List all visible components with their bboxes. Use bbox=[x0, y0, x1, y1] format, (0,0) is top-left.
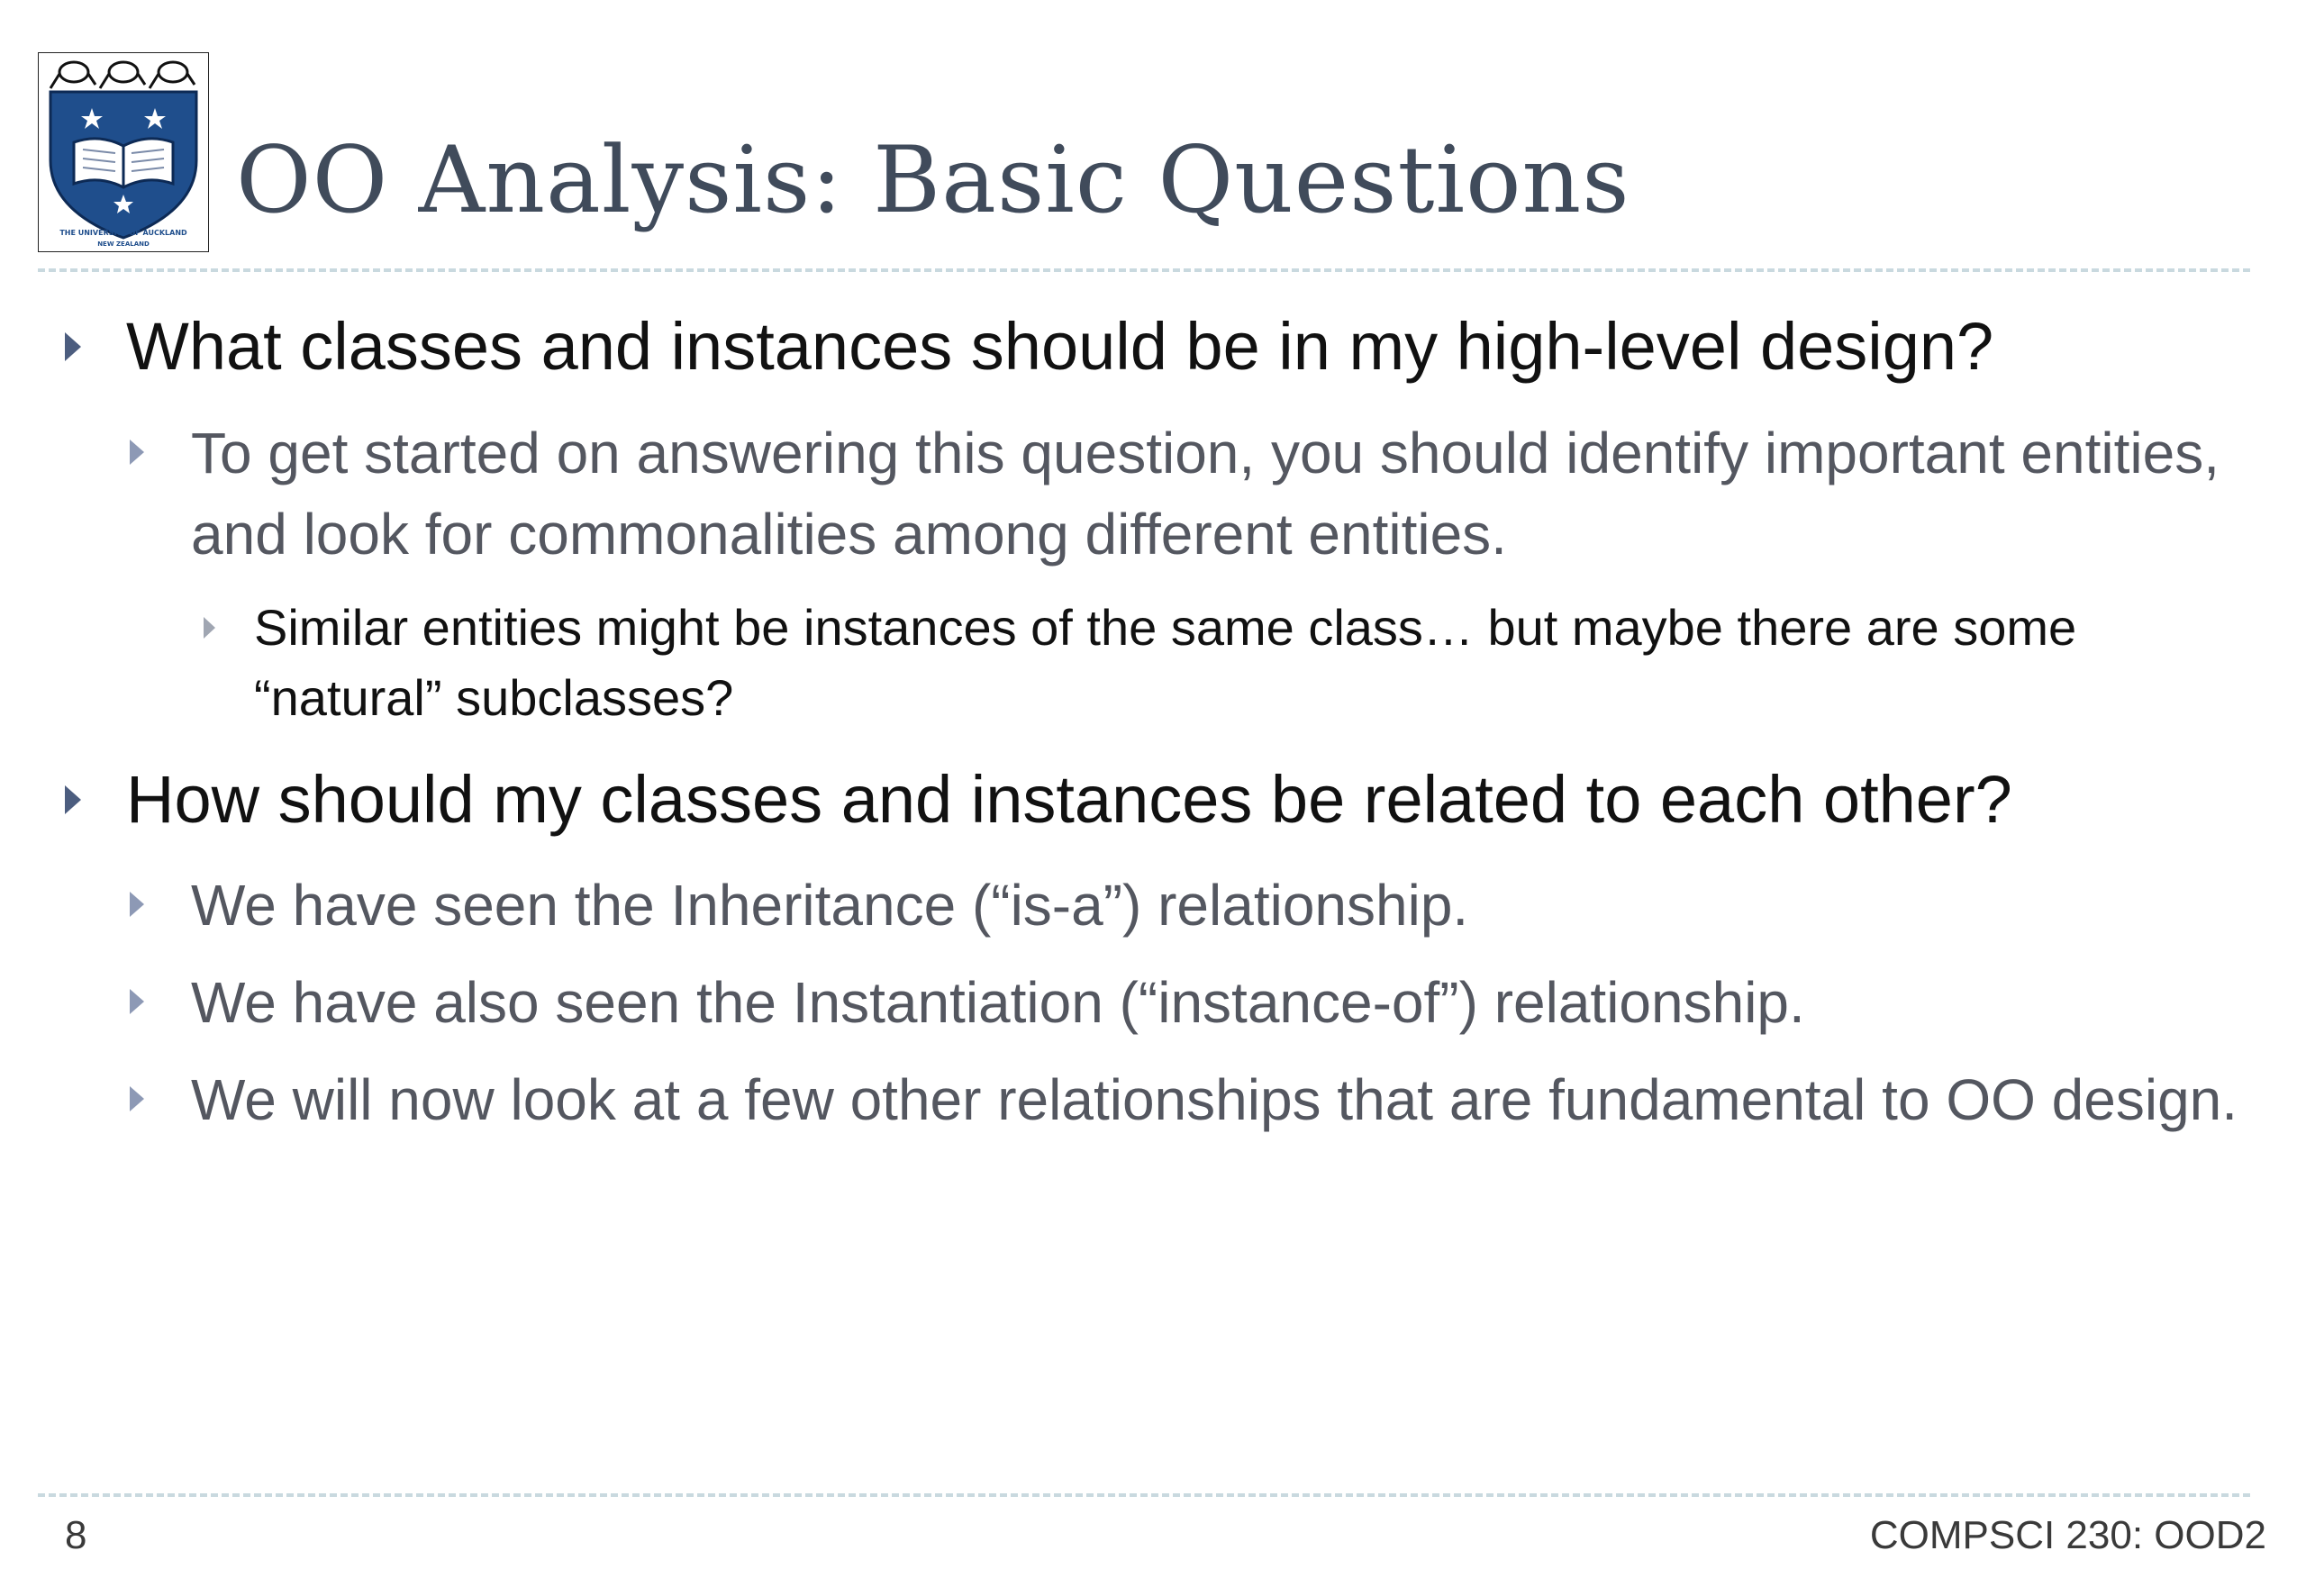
triangle-bullet-icon bbox=[130, 892, 144, 917]
title-divider bbox=[38, 268, 2250, 272]
bullet-text: How should my classes and instances be related to each other? bbox=[126, 762, 2012, 837]
university-logo bbox=[38, 52, 209, 252]
triangle-bullet-icon bbox=[65, 332, 81, 361]
bullet-text: We have seen the Inheritance (“is-a”) relationship. bbox=[191, 873, 1469, 938]
triangle-bullet-icon bbox=[130, 440, 144, 465]
book-icon bbox=[74, 139, 173, 187]
triangle-bullet-icon bbox=[204, 617, 215, 639]
course-label: COMPSCI 230: OOD2 bbox=[1869, 1513, 2266, 1557]
bullet-text: Similar entities might be instances of the same class… but maybe there are some “natural” subclasses? bbox=[254, 599, 2077, 726]
bullet-text: To get started on answering this question, you should identify important entities, and look for commonalities among different entities. bbox=[191, 421, 2220, 567]
triangle-bullet-icon bbox=[65, 785, 81, 814]
logo-text-bottom: NEW ZEALAND bbox=[97, 240, 150, 248]
logo-text-top: THE UNIVERSITY OF AUCKLAND bbox=[59, 229, 187, 237]
slide-title: OO Analysis: Basic Questions bbox=[236, 127, 1630, 234]
footer-divider bbox=[38, 1493, 2250, 1497]
triangle-bullet-icon bbox=[130, 989, 144, 1014]
bullet-text: We have also seen the Instantiation (“instance-of”) relationship. bbox=[191, 970, 1805, 1035]
bullet-text: What classes and instances should be in my high-level design? bbox=[126, 309, 1994, 384]
triangle-bullet-icon bbox=[130, 1086, 144, 1111]
page-number: 8 bbox=[65, 1513, 87, 1557]
bullet-text: We will now look at a few other relationships that are fundamental to OO design. bbox=[191, 1067, 2238, 1132]
